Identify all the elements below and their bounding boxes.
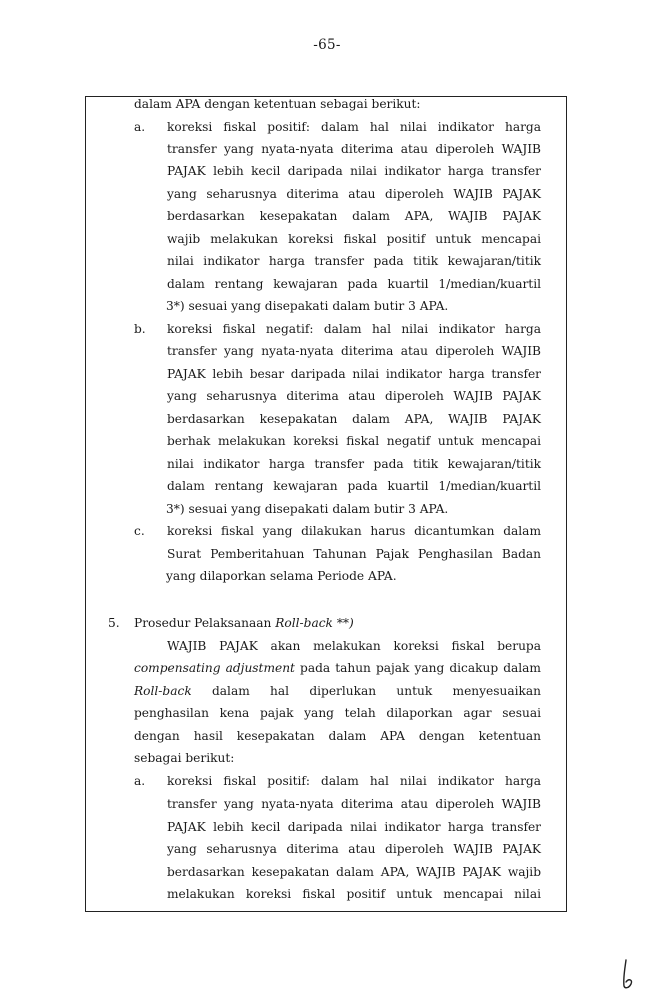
- list1-a-line: koreksi fiskal positif: dalam hal nilai indikator harga: [167, 120, 541, 134]
- section5-a-line: berdasarkan kesepakatan dalam APA, WAJIB PAJAK wajib: [167, 865, 541, 879]
- section5-a-label: a.: [134, 774, 146, 788]
- list1-a-line: yang seharusnya diterima atau diperoleh WAJIB PAJAK: [167, 187, 541, 201]
- list1-b-line: 3*) sesuai yang disepakati dalam butir 3 APA.: [166, 502, 449, 516]
- list1-b-line: berhak melakukan koreksi fiskal negatif untuk mencapai: [167, 434, 541, 448]
- section5-para-line: dengan hasil kesepakatan dalam APA dengan ketentuan: [134, 729, 541, 743]
- page-number: -65-: [313, 37, 341, 53]
- section5-number: 5.: [108, 616, 120, 630]
- list1-a-line: PAJAK lebih kecil daripada nilai indikator harga transfer: [167, 164, 541, 178]
- section5-a-line: melakukan koreksi fiskal positif untuk mencapai nilai: [167, 887, 541, 901]
- section5-a-line: PAJAK lebih kecil daripada nilai indikator harga transfer: [167, 820, 541, 834]
- list1-a-label: a.: [134, 120, 146, 134]
- list1-a-line: transfer yang nyata-nyata diterima atau diperoleh WAJIB: [167, 142, 541, 156]
- list1-b-label: b.: [134, 322, 146, 336]
- list1-c-label: c.: [134, 524, 145, 538]
- handwritten-initial-icon: [620, 958, 640, 990]
- section5-title: Prosedur Pelaksanaan Roll-back **): [134, 616, 354, 630]
- list1-b-line: yang seharusnya diterima atau diperoleh WAJIB PAJAK: [167, 389, 541, 403]
- section5-para-line: sebagai berikut:: [134, 751, 235, 765]
- list1-b-line: dalam rentang kewajaran pada kuartil 1/median/kuartil: [167, 479, 541, 493]
- intro-line: dalam APA dengan ketentuan sebagai berikut:: [134, 97, 421, 111]
- section5-para-line: WAJIB PAJAK akan melakukan koreksi fiskal berupa: [167, 639, 541, 653]
- section5-para-line: Roll-back dalam hal diperlukan untuk menyesuaikan: [134, 684, 541, 698]
- section5-a-line: koreksi fiskal positif: dalam hal nilai indikator harga: [167, 774, 541, 788]
- section5-para-line: compensating adjustment pada tahun pajak yang dicakup dalam: [134, 661, 541, 675]
- list1-c-line: yang dilaporkan selama Periode APA.: [166, 569, 397, 583]
- list1-b-line: koreksi fiskal negatif: dalam hal nilai indikator harga: [167, 322, 541, 336]
- list1-a-line: nilai indikator harga transfer pada titik kewajaran/titik: [167, 254, 541, 268]
- list1-b-line: PAJAK lebih besar daripada nilai indikator harga transfer: [167, 367, 541, 381]
- section5-a-line: transfer yang nyata-nyata diterima atau diperoleh WAJIB: [167, 797, 541, 811]
- list1-c-line: koreksi fiskal yang dilakukan harus dicantumkan dalam: [167, 524, 541, 538]
- list1-a-line: berdasarkan kesepakatan dalam APA, WAJIB PAJAK: [167, 209, 541, 223]
- list1-a-line: dalam rentang kewajaran pada kuartil 1/median/kuartil: [167, 277, 541, 291]
- section5-para-line: penghasilan kena pajak yang telah dilaporkan agar sesuai: [134, 706, 541, 720]
- list1-b-line: nilai indikator harga transfer pada titik kewajaran/titik: [167, 457, 541, 471]
- list1-b-line: berdasarkan kesepakatan dalam APA, WAJIB PAJAK: [167, 412, 541, 426]
- list1-a-line: 3*) sesuai yang disepakati dalam butir 3 APA.: [166, 299, 449, 313]
- list1-c-line: Surat Pemberitahuan Tahunan Pajak Penghasilan Badan: [167, 547, 541, 561]
- list1-a-line: wajib melakukan koreksi fiskal positif untuk mencapai: [167, 232, 541, 246]
- section5-a-line: yang seharusnya diterima atau diperoleh WAJIB PAJAK: [167, 842, 541, 856]
- list1-b-line: transfer yang nyata-nyata diterima atau diperoleh WAJIB: [167, 344, 541, 358]
